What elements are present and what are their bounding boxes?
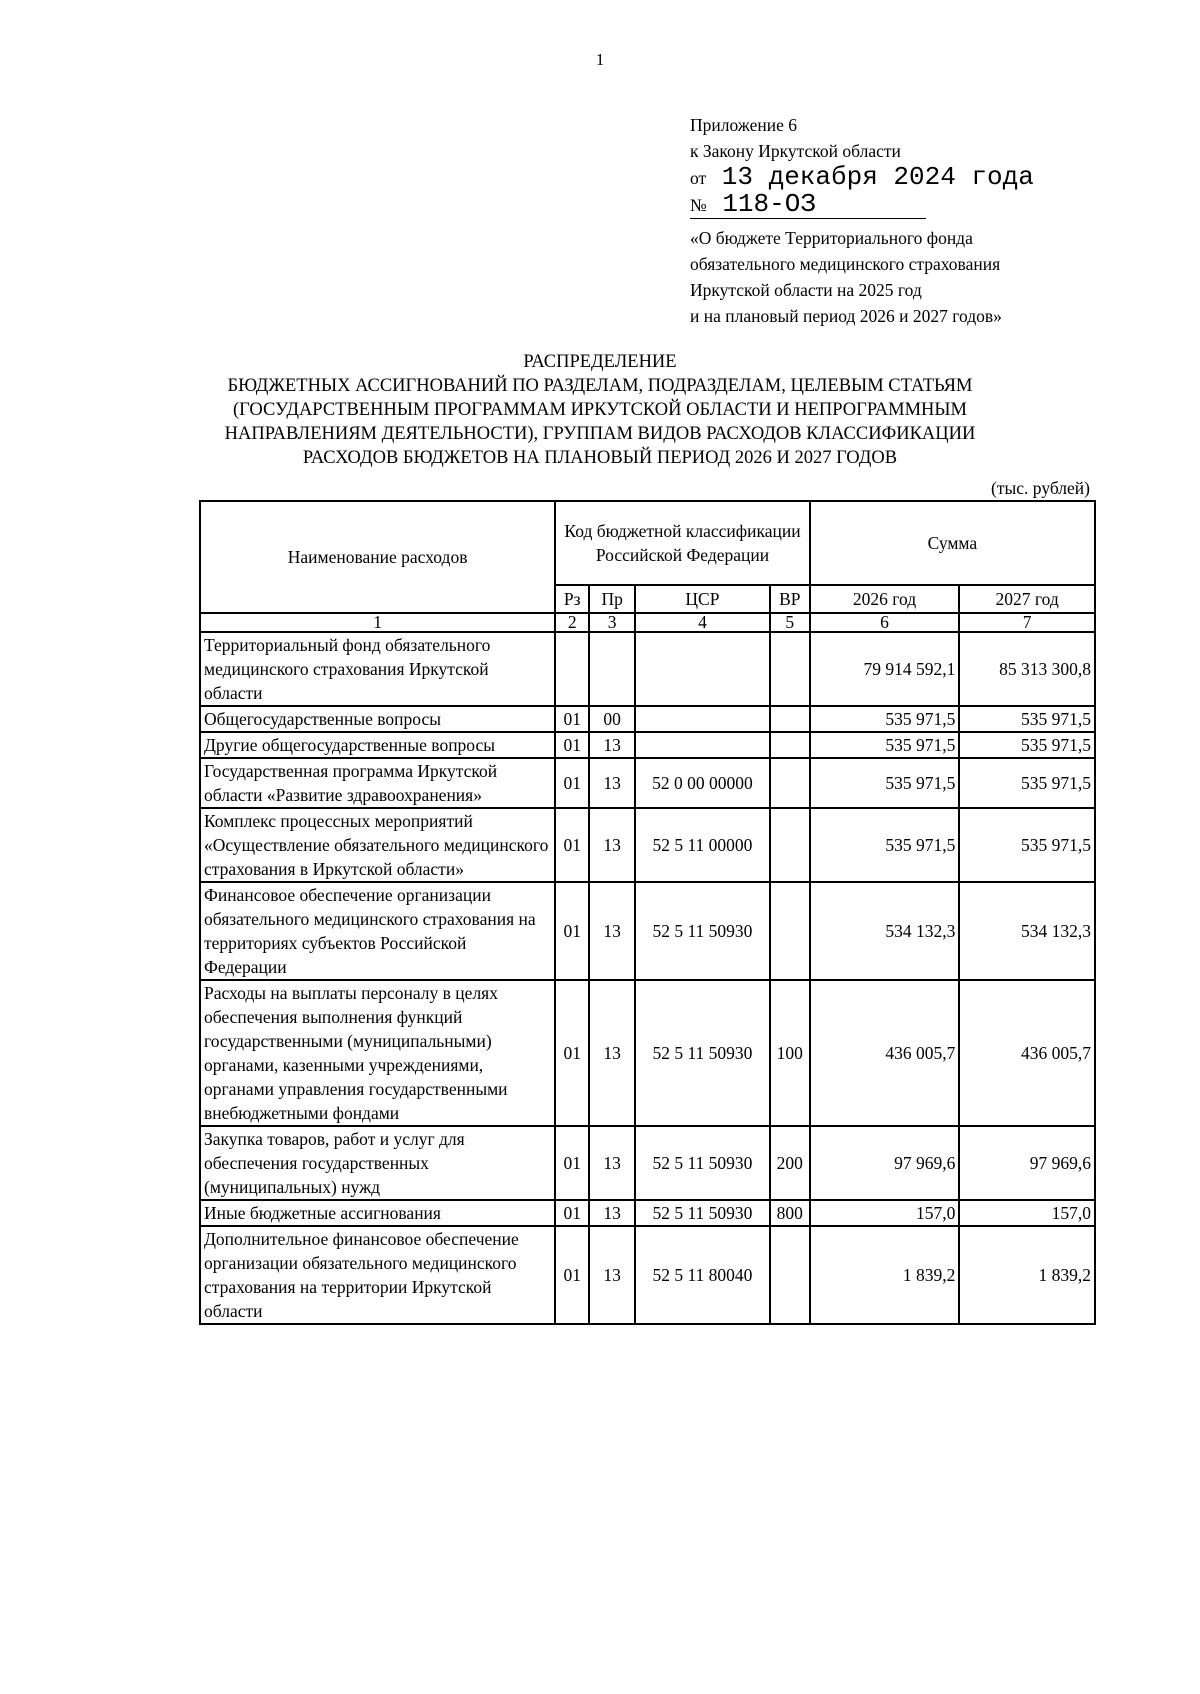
table-row <box>200 632 1095 706</box>
row-name: Дополнительное финансовое обеспечение организации обязательного медицинского страхования на территории Иркутской области <box>200 1226 555 1324</box>
row-pr: 13 <box>589 808 635 882</box>
law-subject-line: и на плановый период 2026 и 2027 годов» <box>690 306 1002 326</box>
law-subject-line: обязательного медицинского страхования <box>690 254 1001 274</box>
row-rz: 01 <box>555 1226 589 1324</box>
row-csr: 52 0 00 00000 <box>635 758 770 808</box>
header-sum-group: Сумма <box>810 501 1095 585</box>
law-subject-line: «О бюджете Территориального фонда <box>690 228 973 248</box>
title-line: РАСХОДОВ БЮДЖЕТОВ НА ПЛАНОВЫЙ ПЕРИОД 2026 И 2027 ГОДОВ <box>302 448 898 468</box>
row-pr: 00 <box>589 706 635 732</box>
header-vr: ВР <box>770 585 810 613</box>
row-vr <box>770 732 810 758</box>
table-row <box>200 706 1095 732</box>
row-sum-2027: 157,0 <box>959 1200 1095 1226</box>
table-row <box>200 980 1095 1126</box>
row-sum-2026: 535 971,5 <box>810 758 960 808</box>
table-row <box>200 808 1095 882</box>
row-sum-2026: 79 914 592,1 <box>810 632 960 706</box>
row-name: Иные бюджетные ассигнования <box>200 1200 555 1226</box>
row-vr <box>770 706 810 732</box>
row-csr: 52 5 11 50930 <box>635 882 770 980</box>
row-name: Финансовое обеспечение организации обязательного медицинского страхования на территориях субъектов Российской Федерации <box>200 882 555 980</box>
row-rz: 01 <box>555 1126 589 1200</box>
row-csr: 52 5 11 50930 <box>635 1200 770 1226</box>
row-sum-2027: 1 839,2 <box>959 1226 1095 1324</box>
page-number: 1 <box>595 50 605 69</box>
row-csr: 52 5 11 00000 <box>635 808 770 882</box>
law-number-text: 118-ОЗ <box>722 189 816 219</box>
row-name: Расходы на выплаты персоналу в целях обеспечения выполнения функций государственными (муниципальными) органами, казенными учреждениями, органами управления государственными внебюджетными фондами <box>200 980 555 1126</box>
units-label: (тыс. рублей) <box>991 478 1090 498</box>
row-pr: 13 <box>589 1126 635 1200</box>
row-vr <box>770 808 810 882</box>
row-sum-2027: 535 971,5 <box>959 808 1095 882</box>
title-line: БЮДЖЕТНЫХ АССИГНОВАНИЙ ПО РАЗДЕЛАМ, ПОДРАЗДЕЛАМ, ЦЕЛЕВЫМ СТАТЬЯМ <box>227 376 973 396</box>
row-rz: 01 <box>555 1200 589 1226</box>
row-name: Территориальный фонд обязательного медицинского страхования Иркутской области <box>200 632 555 706</box>
column-number: 5 <box>770 613 810 632</box>
table-row <box>200 1226 1095 1324</box>
row-pr: 13 <box>589 1226 635 1324</box>
column-number: 3 <box>589 613 635 632</box>
row-csr <box>635 632 770 706</box>
header-2026: 2026 год <box>810 585 960 613</box>
table-row <box>200 882 1095 980</box>
row-pr: 13 <box>589 758 635 808</box>
row-pr: 13 <box>589 732 635 758</box>
row-vr <box>770 882 810 980</box>
row-vr: 200 <box>770 1126 810 1200</box>
law-date-text: 13 декабря 2024 года <box>721 162 1034 192</box>
row-csr: 52 5 11 50930 <box>635 980 770 1126</box>
appendix-block <box>690 112 1034 329</box>
law-subject-line: Иркутской области на 2025 год <box>690 280 922 300</box>
row-name: Закупка товаров, работ и услуг для обеспечения государственных (муниципальных) нужд <box>200 1126 555 1200</box>
row-sum-2026: 535 971,5 <box>810 732 960 758</box>
row-sum-2027: 535 971,5 <box>959 758 1095 808</box>
row-vr: 100 <box>770 980 810 1126</box>
row-rz: 01 <box>555 980 589 1126</box>
row-sum-2026: 535 971,5 <box>810 706 960 732</box>
row-sum-2026: 535 971,5 <box>810 808 960 882</box>
row-sum-2027: 436 005,7 <box>959 980 1095 1126</box>
row-vr <box>770 758 810 808</box>
document-title <box>0 350 1200 470</box>
row-sum-2027: 97 969,6 <box>959 1126 1095 1200</box>
row-rz: 01 <box>555 706 589 732</box>
appendix-title: Приложение 6 <box>690 115 798 135</box>
row-sum-2027: 85 313 300,8 <box>959 632 1095 706</box>
header-code-group: Код бюджетной классификации Российской Федерации <box>555 501 810 585</box>
row-csr <box>635 732 770 758</box>
row-rz: 01 <box>555 808 589 882</box>
header-name: Наименование расходов <box>200 501 555 613</box>
law-number-prefix: № <box>690 195 707 215</box>
column-number: 4 <box>635 613 770 632</box>
row-pr <box>589 632 635 706</box>
title-line: НАПРАВЛЕНИЯМ ДЕЯТЕЛЬНОСТИ), ГРУППАМ ВИДОВ РАСХОДОВ КЛАССИФИКАЦИИ <box>224 424 976 444</box>
row-pr: 13 <box>589 1200 635 1226</box>
row-sum-2027: 535 971,5 <box>959 706 1095 732</box>
table-row <box>200 758 1095 808</box>
row-sum-2026: 534 132,3 <box>810 882 960 980</box>
law-date-prefix: от <box>690 168 707 188</box>
row-sum-2026: 157,0 <box>810 1200 960 1226</box>
column-number: 2 <box>555 613 589 632</box>
row-sum-2026: 1 839,2 <box>810 1226 960 1324</box>
row-name: Другие общегосударственные вопросы <box>200 732 555 758</box>
table-row <box>200 732 1095 758</box>
header-pr: Пр <box>589 585 635 613</box>
row-rz <box>555 632 589 706</box>
column-numbers-row <box>200 613 1095 632</box>
title-line: (ГОСУДАРСТВЕННЫМ ПРОГРАММАМ ИРКУТСКОЙ ОБЛАСТИ И НЕПРОГРАММНЫМ <box>233 400 967 420</box>
row-vr: 800 <box>770 1200 810 1226</box>
column-number: 1 <box>200 613 555 632</box>
column-number: 6 <box>810 613 960 632</box>
row-sum-2027: 535 971,5 <box>959 732 1095 758</box>
law-date <box>690 164 1034 192</box>
title-line: РАСПРЕДЕЛЕНИЕ <box>523 352 677 372</box>
law-number <box>690 189 926 219</box>
appendix-law-ref: к Закону Иркутской области <box>690 141 901 161</box>
row-csr: 52 5 11 50930 <box>635 1126 770 1200</box>
row-name: Государственная программа Иркутской области «Развитие здравоохранения» <box>200 758 555 808</box>
table-row <box>200 1200 1095 1226</box>
header-rz: Рз <box>555 585 589 613</box>
table-row <box>200 1126 1095 1200</box>
budget-table <box>199 500 1096 1325</box>
row-sum-2027: 534 132,3 <box>959 882 1095 980</box>
row-rz: 01 <box>555 882 589 980</box>
row-name: Общегосударственные вопросы <box>200 706 555 732</box>
column-number: 7 <box>959 613 1095 632</box>
row-csr <box>635 706 770 732</box>
row-sum-2026: 436 005,7 <box>810 980 960 1126</box>
row-vr <box>770 1226 810 1324</box>
row-rz: 01 <box>555 732 589 758</box>
row-name: Комплекс процессных мероприятий «Осуществление обязательного медицинского страхования в Иркутской области» <box>200 808 555 882</box>
row-pr: 13 <box>589 882 635 980</box>
row-pr: 13 <box>589 980 635 1126</box>
row-rz: 01 <box>555 758 589 808</box>
header-2027: 2027 год <box>959 585 1095 613</box>
row-vr <box>770 632 810 706</box>
row-csr: 52 5 11 80040 <box>635 1226 770 1324</box>
row-sum-2026: 97 969,6 <box>810 1126 960 1200</box>
header-csr: ЦСР <box>635 585 770 613</box>
